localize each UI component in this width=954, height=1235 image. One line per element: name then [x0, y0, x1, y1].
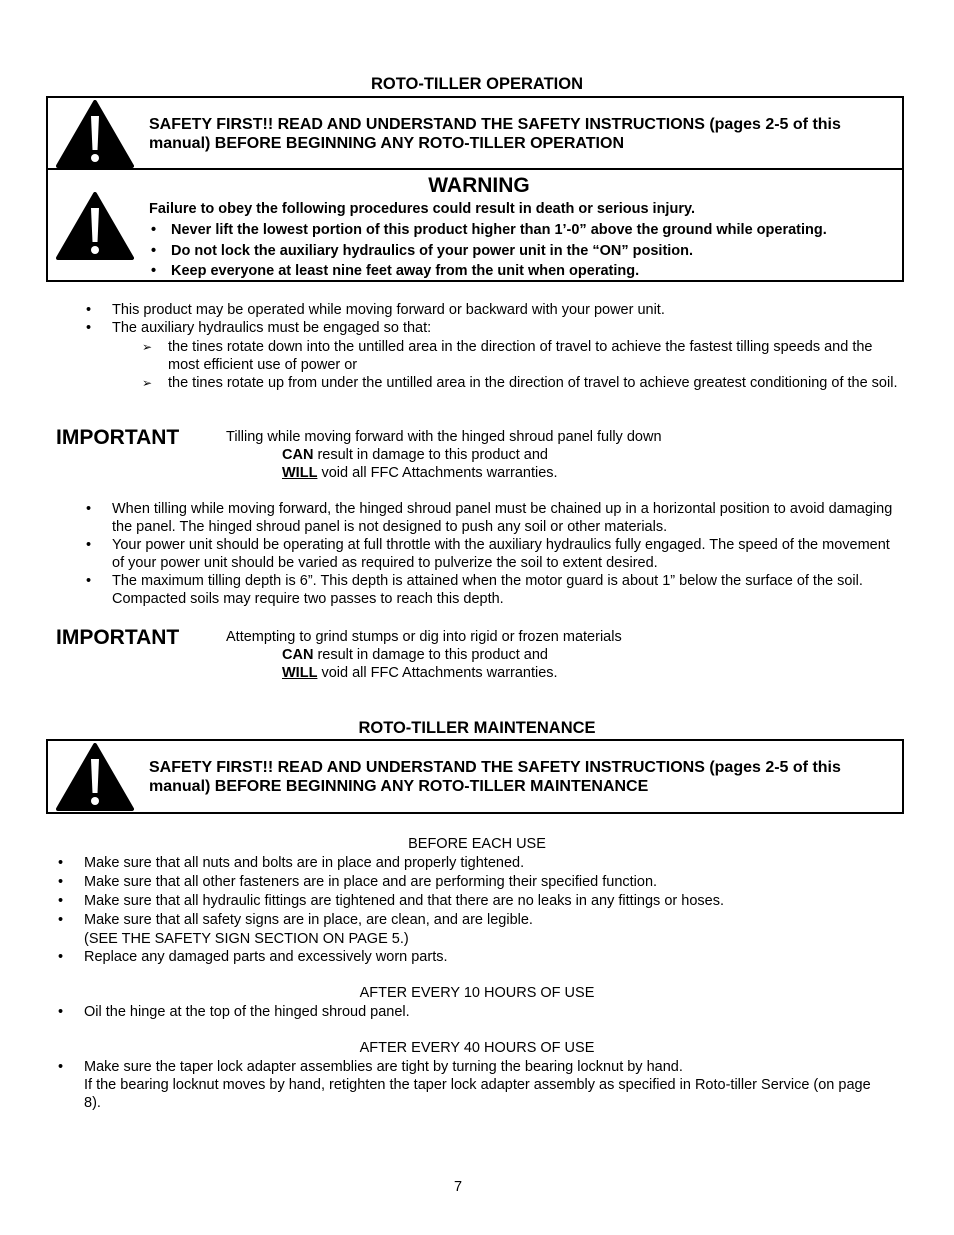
before-each-use-list: [56, 854, 886, 967]
important-can: [282, 646, 548, 664]
will-word: WILL: [282, 465, 318, 481]
operation-arrows: [142, 338, 902, 392]
list-item: • Replace any damaged parts and excessively worn parts.: [56, 948, 886, 967]
list-item: • This product may be operated while moving forward or backward with your power unit.: [84, 301, 904, 319]
important-line: Attempting to grind stumps or dig into rigid or frozen materials: [226, 629, 622, 645]
can-word: CAN: [282, 447, 314, 463]
list-item: • Never lift the lowest portion of this product higher than 1’-0” above the ground while operating.: [149, 220, 827, 241]
ten-hours-list: [56, 1003, 886, 1021]
locknut-note: If the bearing locknut moves by hand, retighten the taper lock adapter assembly as specified in Roto-tiller Service (on page 8).: [84, 1077, 871, 1111]
maintenance-heading: ROTO-TILLER MAINTENANCE: [358, 719, 596, 737]
safety-first-text: SAFETY FIRST!! READ AND UNDERSTAND THE SAFETY INSTRUCTIONS (pages 2-5 of this manual) BEFORE BEGINNING ANY ROTO-TILLER MAINTENANCE: [149, 759, 841, 795]
can-word: CAN: [282, 647, 314, 663]
warning-triangle-icon: [56, 192, 134, 260]
list-item: • Oil the hinge at the top of the hinged shroud panel.: [56, 1003, 886, 1021]
safety-sign-note: (SEE THE SAFETY SIGN SECTION ON PAGE 5.): [84, 931, 409, 947]
important-label: IMPORTANT: [56, 626, 180, 649]
ten-hours-title: AFTER EVERY 10 HOURS OF USE: [359, 985, 595, 1001]
warning-intro: Failure to obey the following procedures could result in death or serious injury.: [149, 201, 695, 217]
warning-triangle-icon: [56, 743, 134, 811]
safety-first-text: SAFETY FIRST!! READ AND UNDERSTAND THE SAFETY INSTRUCTIONS (pages 2-5 of this manual) BEFORE BEGINNING ANY ROTO-TILLER OPERATION: [149, 116, 841, 152]
warning-list: [149, 220, 827, 282]
operation-heading: ROTO-TILLER OPERATION: [370, 75, 584, 93]
forty-hours-list: [56, 1058, 886, 1112]
safety-first-box: [46, 739, 904, 814]
safety-first-box: [46, 96, 904, 170]
list-item: • Keep everyone at least nine feet away from the unit when operating.: [149, 261, 827, 282]
list-item: • Do not lock the auxiliary hydraulics of your power unit in the “ON” position.: [149, 241, 827, 262]
forty-hours-title: AFTER EVERY 40 HOURS OF USE: [359, 1040, 595, 1056]
will-rest: void all FFC Attachments warranties.: [317, 665, 558, 681]
warning-box: [46, 168, 904, 282]
list-item: • Make sure that all nuts and bolts are in place and properly tightened.: [56, 854, 886, 873]
important-label: IMPORTANT: [56, 426, 180, 449]
can-rest: result in damage to this product and: [313, 447, 548, 463]
can-rest: result in damage to this product and: [313, 647, 548, 663]
list-item: • The maximum tilling depth is 6”. This depth is attained when the motor guard is about 1” below the surface of the soil. Compacted soils may require two passes to reach this depth.: [84, 572, 899, 608]
list-item: • Make sure that all hydraulic fittings are tightened and that there are no leaks in any fittings or hoses.: [56, 892, 886, 911]
before-each-use-title: BEFORE EACH USE: [408, 836, 546, 852]
warning-title: WARNING: [428, 174, 530, 197]
list-item: ➢ the tines rotate down into the untilled area in the direction of travel to achieve the fastest tilling speeds and the most efficient use of power or: [142, 338, 902, 374]
will-word: WILL: [282, 665, 318, 681]
warning-triangle-icon: [56, 100, 134, 168]
list-item: • Make sure that all other fasteners are in place and are performing their specified function.: [56, 873, 886, 892]
list-item: ➢ the tines rotate up from under the untilled area in the direction of travel to achieve greatest conditioning of the soil.: [142, 374, 902, 392]
list-item: • When tilling while moving forward, the hinged shroud panel must be chained up in a horizontal position to avoid damaging the panel. The hinged shroud panel is not designed to push any soil or other materials.: [84, 500, 899, 536]
important-line: Tilling while moving forward with the hinged shroud panel fully down: [226, 429, 662, 445]
important-will: [282, 664, 558, 682]
will-rest: void all FFC Attachments warranties.: [317, 465, 558, 481]
list-item: • The auxiliary hydraulics must be engaged so that:: [84, 319, 904, 337]
important-can: [282, 446, 548, 464]
important-will: [282, 464, 558, 482]
list-item: • Your power unit should be operating at full throttle with the auxiliary hydraulics fully engaged. The speed of the movement of your power unit should be varied as required to pulverize the soil to extent desired.: [84, 536, 899, 572]
operation-bullets-2: [84, 500, 899, 608]
list-item: • Make sure the taper lock adapter assemblies are tight by turning the bearing locknut by hand.: [56, 1058, 886, 1076]
operation-bullets-1: [84, 301, 904, 337]
list-item: • Make sure that all safety signs are in place, are clean, and are legible.: [56, 911, 886, 930]
page-number: 7: [453, 1179, 463, 1195]
